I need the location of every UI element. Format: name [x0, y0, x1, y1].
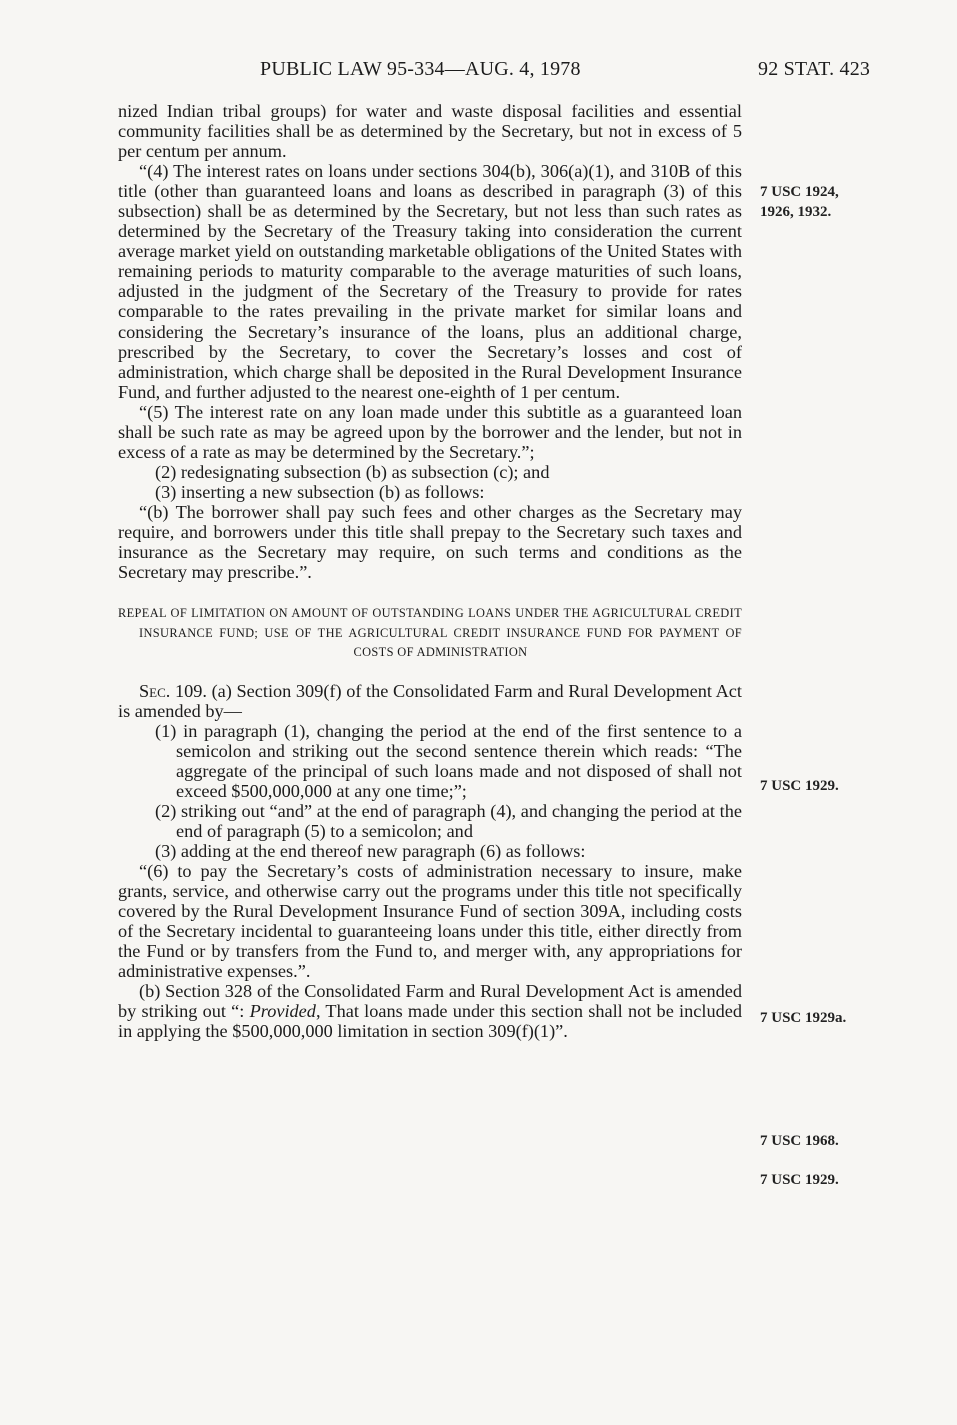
item-1-paragraph-1: (1) in paragraph (1), changing the period at the end of the first sentence to a semicolon and striking out the second sentence therein which reads: “The aggregate of the principal of such loans made and not disposed of shall not exceed $500,000,000 at any one time;”;	[155, 720, 742, 801]
sidenote-usc-1929-b: 7 USC 1929.	[760, 1172, 839, 1188]
item-3-inserting: (3) inserting a new subsection (b) as follows:	[155, 481, 485, 502]
paragraph-5-guaranteed-loan-rate: “(5) The interest rate on any loan made under this subtitle as a guaranteed loan shall be such rate as may be agreed upon by the borrower and the lender, but not in excess of a rate as may be determined by the Secretary.”;	[118, 401, 742, 462]
item-2-redesignating: (2) redesignating subsection (b) as subsection (c); and	[155, 461, 550, 482]
section-label: Sec. 109.	[139, 680, 207, 701]
header-title: PUBLIC LAW 95-334—AUG. 4, 1978	[260, 58, 581, 80]
sidenote-usc-1924	[760, 182, 870, 222]
item-3-adding: (3) adding at the end thereof new paragraph (6) as follows:	[155, 841, 586, 861]
provided-italic: Provided	[249, 1001, 316, 1022]
section-328-text-b: , That loans made under this section shall not be included in applying the $500,000,000 limitation in section 309(f)(1)”.	[118, 1001, 742, 1042]
sidenote-line: 1926, 1932.	[760, 204, 832, 220]
paragraph-4-interest-rates: “(4) The interest rates on loans under sections 304(b), 306(a)(1), and 310B of this title (other than guaranteed loans and loans as described in paragraph (3) of this subsection) shall be as determined by the Secretary, but not less than such rates as determined by the Secretary of the Treasury taking into consideration the current average market yield on outstanding marketable obligations of the United States with remaining periods to maturity comparable to the average maturities of such loans, adjusted in the judgment of the Secretary of the Treasury to provide for rates comparable to the rates prevailing in the private market for similar loans and considering the Secretary’s insurance of the loans, plus an additional charge, prescribed by the Secretary, to cover the Secretary’s losses and cost of administration, which charge shall be deposited in the Rural Development Insurance Fund, and further adjusted to the nearest one-eighth of 1 per centum.	[118, 161, 742, 402]
page-header	[0, 58, 957, 82]
sidenote-usc-1929a: 7 USC 1929a.	[760, 1010, 847, 1026]
body-text	[118, 101, 742, 1041]
section-109-intro-text: (a) Section 309(f) of the Consolidated Farm and Rural Development Act is amended by—	[118, 680, 742, 721]
paragraph-continuation: nized Indian tribal groups) for water and waste disposal facilities and essential community facilities shall be as determined by the Secretary, but not in excess of 5 per centum per annum.	[118, 101, 742, 162]
sidenote-usc-1968: 7 USC 1968.	[760, 1133, 839, 1149]
header-stat-citation: 92 STAT. 423	[758, 58, 871, 80]
subsection-b-fees: “(b) The borrower shall pay such fees and other charges as the Secretary may require, and borrowers under this title shall prepay to the Secretary such taxes and insurance as the Secretary may require, on such terms and conditions as the Secretary may prescribe.”.	[118, 501, 742, 583]
paragraph-6-costs: “(6) to pay the Secretary’s costs of administration necessary to insure, make grants, service, and otherwise carry out the programs under this title not specifically covered by the Rural Development Insurance Fund of section 309A, including costs of the Secretary incidental to guaranteeing loans under this title, either directly from the Fund or by transfers from the Fund to, and merger with, any appropriations for administrative expenses.”.	[118, 861, 742, 982]
sidenote-line: 7 USC 1924,	[760, 184, 839, 200]
section-heading: REPEAL OF LIMITATION ON AMOUNT OF OUTSTANDING LOANS UNDER THE AGRICULTURAL CREDIT INSURANCE FUND; USE OF THE AGRICULTURAL CREDIT INSURANCE FUND FOR PAYMENT OF COSTS OF ADMINISTRATION	[118, 606, 742, 660]
subsection-b-section-328	[118, 981, 742, 1041]
item-2-striking-out: (2) striking out “and” at the end of paragraph (4), and changing the period at the end of paragraph (5) to a semicolon; and	[155, 800, 742, 841]
section-328-text-a: (b) Section 328 of the Consolidated Farm and Rural Development Act is amended by striking out “:	[118, 981, 742, 1022]
section-109-intro	[118, 681, 742, 721]
sidenote-usc-1929: 7 USC 1929.	[760, 778, 839, 794]
